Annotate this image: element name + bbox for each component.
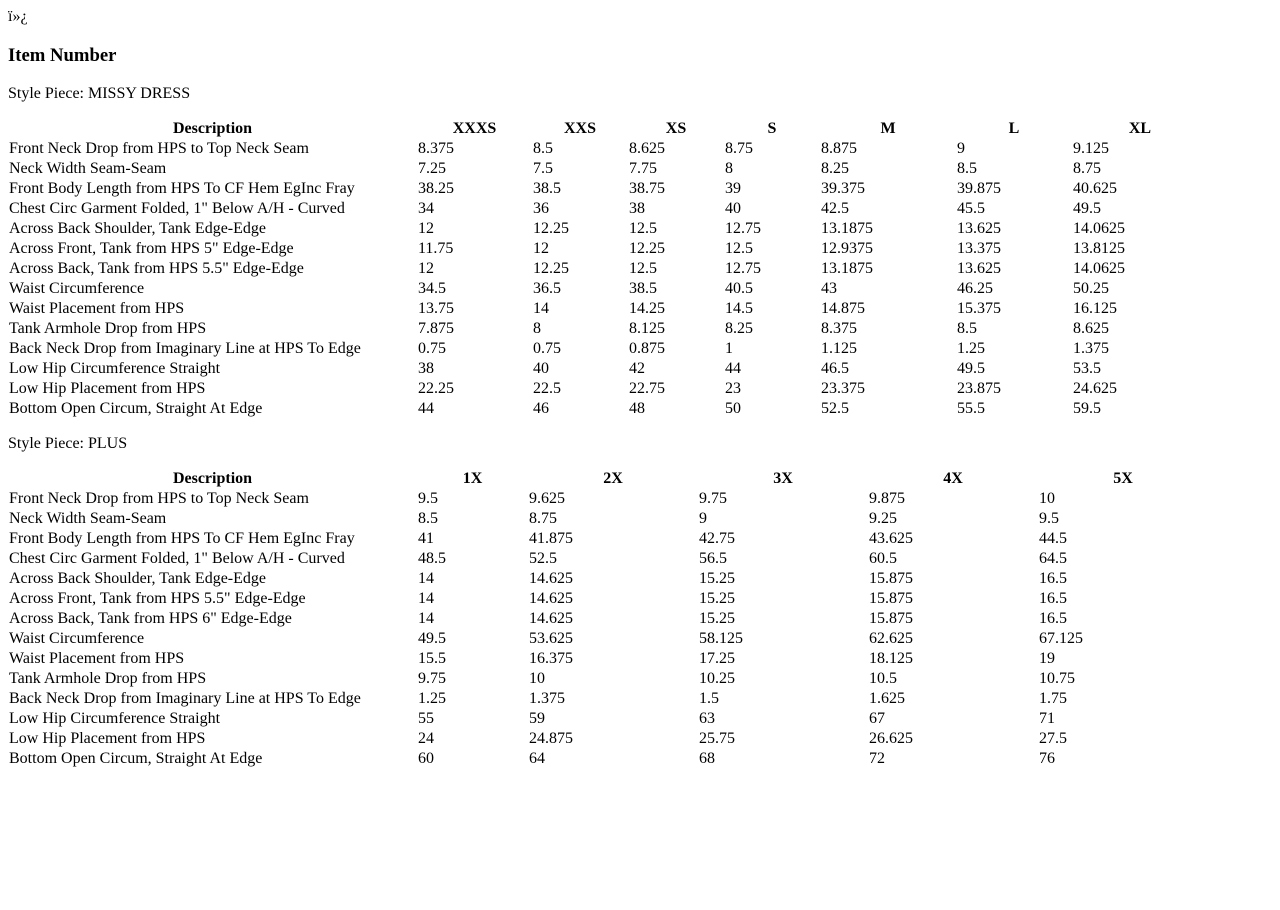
measurement-value: 12.5 [629,260,657,277]
table-row [8,219,1208,239]
measurement-value: 8.75 [529,510,557,527]
measurement-value: 9.75 [418,670,446,687]
measurement-value: 15.25 [699,590,735,607]
measurement-table-plus [8,469,1208,769]
measurement-value: 38.5 [533,180,561,197]
header-row [8,469,1208,489]
measurement-value: 8.25 [821,160,849,177]
measurement-value: 1 [725,340,733,357]
measurement-value: 50.25 [1073,280,1109,297]
column-header-size: XS [665,120,687,137]
measurement-value: 53.625 [529,630,573,647]
table-header [8,119,1208,139]
measurement-value: 39 [725,180,741,197]
style-piece-label-plus: Style Piece: PLUS [8,435,128,452]
table-row [8,239,1208,259]
measurement-value: 15.875 [869,570,913,587]
style-piece-label-missy: Style Piece: MISSY DRESS [8,85,191,102]
measurement-value: 14.625 [529,590,573,607]
column-header-description: Description [172,470,253,487]
measurement-description: Chest Circ Garment Folded, 1" Below A/H - Curved [9,550,345,567]
measurement-value: 12.25 [533,220,569,237]
measurement-value: 63 [699,710,715,727]
measurement-value: 10.5 [869,670,897,687]
measurement-value: 7.75 [629,160,657,177]
table-row [8,159,1208,179]
measurement-value: 9.5 [1039,510,1059,527]
measurement-description: Tank Armhole Drop from HPS [9,670,207,687]
measurement-value: 38.5 [629,280,657,297]
measurement-value: 64 [529,750,545,767]
measurement-value: 36 [533,200,549,217]
measurement-description: Back Neck Drop from Imaginary Line at HPS To Edge [9,340,361,357]
measurement-value: 67.125 [1039,630,1083,647]
measurement-value: 26.625 [869,730,913,747]
measurement-description: Front Neck Drop from HPS to Top Neck Seam [9,490,309,507]
measurement-value: 16.375 [529,650,573,667]
measurement-value: 14 [418,570,434,587]
table-row [8,589,1208,609]
measurement-value: 71 [1039,710,1055,727]
table-row [8,179,1208,199]
measurement-value: 14.0625 [1073,260,1125,277]
measurement-description: Front Neck Drop from HPS to Top Neck Seam [9,140,309,157]
table-row [8,399,1208,419]
table-row [8,529,1208,549]
measurement-description: Bottom Open Circum, Straight At Edge [9,750,263,767]
measurement-value: 40 [725,200,741,217]
measurement-value: 9.25 [869,510,897,527]
measurement-value: 16.5 [1039,590,1067,607]
measurement-value: 1.75 [1039,690,1067,707]
measurement-value: 17.25 [699,650,735,667]
measurement-value: 42.75 [699,530,735,547]
measurement-value: 62.625 [869,630,913,647]
measurement-value: 39.875 [957,180,1001,197]
measurement-value: 40.625 [1073,180,1117,197]
measurement-value: 1.125 [821,340,857,357]
measurement-table-missy [8,119,1208,419]
measurement-value: 22.75 [629,380,665,397]
measurement-value: 9.125 [1073,140,1109,157]
column-header-size: XL [1128,120,1152,137]
measurement-value: 38.75 [629,180,665,197]
measurement-value: 23.375 [821,380,865,397]
encoding-artifact-text: ï»¿ [8,8,28,25]
measurement-value: 12 [533,240,549,257]
measurement-value: 24.625 [1073,380,1117,397]
measurement-description: Waist Placement from HPS [9,650,185,667]
measurement-value: 8 [725,160,733,177]
column-header-size: XXXS [452,120,497,137]
measurement-value: 18.125 [869,650,913,667]
measurement-description: Waist Placement from HPS [9,300,185,317]
measurement-description: Neck Width Seam-Seam [9,160,167,177]
measurement-value: 12.25 [533,260,569,277]
table-row [8,199,1208,219]
measurement-value: 1.25 [418,690,446,707]
measurement-value: 14 [418,590,434,607]
measurement-description: Across Back Shoulder, Tank Edge-Edge [9,570,266,587]
measurement-value: 1.625 [869,690,905,707]
table-row [8,669,1208,689]
table-row [8,649,1208,669]
column-header-size: 4X [943,470,963,487]
measurement-value: 41.875 [529,530,573,547]
measurement-value: 8.5 [957,320,977,337]
measurement-value: 15.875 [869,610,913,627]
column-header-size: S [767,120,777,137]
measurement-value: 1.5 [699,690,719,707]
table-row [8,549,1208,569]
measurement-value: 14 [418,610,434,627]
measurement-description: Bottom Open Circum, Straight At Edge [9,400,263,417]
measurement-value: 45.5 [957,200,985,217]
measurement-value: 23.875 [957,380,1001,397]
measurement-value: 0.75 [418,340,446,357]
table-row [8,629,1208,649]
measurement-value: 68 [699,750,715,767]
measurement-value: 8.625 [629,140,665,157]
table-row [8,379,1208,399]
measurement-description: Back Neck Drop from Imaginary Line at HPS To Edge [9,690,361,707]
measurement-value: 9.5 [418,490,438,507]
measurement-value: 43 [821,280,837,297]
measurement-value: 49.5 [957,360,985,377]
measurement-value: 39.375 [821,180,865,197]
measurement-value: 0.75 [533,340,561,357]
measurement-description: Waist Circumference [9,630,145,647]
measurement-description: Tank Armhole Drop from HPS [9,320,207,337]
measurement-value: 55 [418,710,434,727]
measurement-value: 1.375 [1073,340,1109,357]
table-row [8,729,1208,749]
measurement-value: 16.125 [1073,300,1117,317]
measurement-value: 48.5 [418,550,446,567]
measurement-value: 50 [725,400,741,417]
table-header [8,469,1208,489]
measurement-value: 8.75 [725,140,753,157]
table-row [8,689,1208,709]
measurement-value: 58.125 [699,630,743,647]
measurement-value: 8.875 [821,140,857,157]
table-row [8,319,1208,339]
measurement-description: Low Hip Circumference Straight [9,710,221,727]
measurement-value: 8 [533,320,541,337]
measurement-description: Front Body Length from HPS To CF Hem EgInc Fray [9,180,355,197]
measurement-value: 56.5 [699,550,727,567]
table-row [8,709,1208,729]
table-row [8,489,1208,509]
measurement-value: 42 [629,360,645,377]
measurement-value: 1.25 [957,340,985,357]
measurement-value: 13.625 [957,260,1001,277]
measurement-value: 8.625 [1073,320,1109,337]
measurement-value: 11.75 [418,240,454,257]
measurement-value: 44.5 [1039,530,1067,547]
measurement-value: 67 [869,710,885,727]
measurement-value: 16.5 [1039,570,1067,587]
measurement-value: 15.25 [699,570,735,587]
column-header-size: M [880,120,896,137]
table-row [8,359,1208,379]
measurement-value: 22.25 [418,380,454,397]
measurement-value: 8.5 [533,140,553,157]
measurement-value: 76 [1039,750,1055,767]
table-row [8,749,1208,769]
measurement-description: Front Body Length from HPS To CF Hem EgInc Fray [9,530,355,547]
measurement-description: Neck Width Seam-Seam [9,510,167,527]
page-title: Item Number [8,45,117,66]
table-row [8,279,1208,299]
measurement-value: 8.25 [725,320,753,337]
column-header-size: 3X [773,470,793,487]
table-row [8,139,1208,159]
measurement-value: 12 [418,260,434,277]
measurement-value: 52.5 [821,400,849,417]
measurement-value: 14.625 [529,570,573,587]
measurement-value: 59 [529,710,545,727]
measurement-value: 42.5 [821,200,849,217]
measurement-value: 14 [533,300,549,317]
measurement-value: 12.5 [725,240,753,257]
measurement-value: 40 [533,360,549,377]
measurement-description: Across Front, Tank from HPS 5.5" Edge-Edge [9,590,306,607]
table-row [8,259,1208,279]
measurement-value: 36.5 [533,280,561,297]
measurement-value: 7.875 [418,320,454,337]
measurement-value: 52.5 [529,550,557,567]
measurement-value: 46.5 [821,360,849,377]
measurement-value: 10.75 [1039,670,1075,687]
measurement-value: 41 [418,530,434,547]
table-body [8,489,1208,769]
measurement-description: Low Hip Placement from HPS [9,730,206,747]
measurement-value: 12 [418,220,434,237]
measurement-value: 7.25 [418,160,446,177]
measurement-value: 43.625 [869,530,913,547]
measurement-value: 13.375 [957,240,1001,257]
measurement-value: 49.5 [418,630,446,647]
measurement-description: Across Back, Tank from HPS 5.5" Edge-Edge [9,260,304,277]
column-header-size: XXS [563,120,596,137]
measurement-value: 9.875 [869,490,905,507]
measurement-value: 34 [418,200,434,217]
measurement-value: 10.25 [699,670,735,687]
measurement-value: 10 [1039,490,1055,507]
measurement-value: 8.375 [418,140,454,157]
column-header-size: 2X [603,470,623,487]
measurement-value: 19 [1039,650,1055,667]
measurement-value: 14.25 [629,300,665,317]
measurement-value: 14.625 [529,610,573,627]
measurement-value: 59.5 [1073,400,1101,417]
measurement-value: 15.5 [418,650,446,667]
measurement-value: 12.5 [629,220,657,237]
measurement-description: Across Back Shoulder, Tank Edge-Edge [9,220,266,237]
measurement-value: 12.25 [629,240,665,257]
measurement-value: 27.5 [1039,730,1067,747]
measurement-value: 40.5 [725,280,753,297]
measurement-value: 46.25 [957,280,993,297]
measurement-value: 13.1875 [821,260,873,277]
measurement-value: 16.5 [1039,610,1067,627]
measurement-value: 13.75 [418,300,454,317]
measurement-value: 9.75 [699,490,727,507]
measurement-value: 49.5 [1073,200,1101,217]
measurement-description: Across Back, Tank from HPS 6" Edge-Edge [9,610,292,627]
measurement-value: 14.0625 [1073,220,1125,237]
measurement-value: 72 [869,750,885,767]
measurement-value: 38.25 [418,180,454,197]
measurement-value: 12.9375 [821,240,873,257]
measurement-value: 38 [629,200,645,217]
measurement-value: 38 [418,360,434,377]
measurement-value: 9 [699,510,707,527]
measurement-value: 1.375 [529,690,565,707]
measurement-value: 14.875 [821,300,865,317]
column-header-description: Description [172,120,253,137]
measurement-description: Chest Circ Garment Folded, 1" Below A/H - Curved [9,200,345,217]
measurement-value: 8.5 [957,160,977,177]
measurement-description: Across Front, Tank from HPS 5" Edge-Edge [9,240,294,257]
measurement-value: 53.5 [1073,360,1101,377]
measurement-value: 23 [725,380,741,397]
measurement-value: 9.625 [529,490,565,507]
table-row [8,339,1208,359]
measurement-value: 15.375 [957,300,1001,317]
measurement-value: 8.125 [629,320,665,337]
measurement-description: Low Hip Placement from HPS [9,380,206,397]
measurement-value: 48 [629,400,645,417]
measurement-value: 15.875 [869,590,913,607]
measurement-description: Low Hip Circumference Straight [9,360,221,377]
measurement-value: 12.75 [725,260,761,277]
table-row [8,569,1208,589]
measurement-value: 0.875 [629,340,665,357]
measurement-value: 24 [418,730,434,747]
measurement-value: 14.5 [725,300,753,317]
measurement-value: 8.5 [418,510,438,527]
measurement-value: 64.5 [1039,550,1067,567]
measurement-value: 13.8125 [1073,240,1125,257]
measurement-value: 24.875 [529,730,573,747]
measurement-value: 13.625 [957,220,1001,237]
measurement-value: 60 [418,750,434,767]
measurement-value: 15.25 [699,610,735,627]
measurement-value: 13.1875 [821,220,873,237]
table-row [8,299,1208,319]
column-header-size: 5X [1113,470,1133,487]
measurement-value: 10 [529,670,545,687]
measurement-value: 34.5 [418,280,446,297]
measurement-value: 44 [418,400,434,417]
measurement-value: 8.75 [1073,160,1101,177]
measurement-value: 44 [725,360,741,377]
measurement-value: 8.375 [821,320,857,337]
column-header-size: L [1008,120,1020,137]
measurement-value: 46 [533,400,549,417]
measurement-value: 9 [957,140,965,157]
column-header-size: 1X [462,470,483,487]
table-body [8,139,1208,419]
measurement-value: 12.75 [725,220,761,237]
measurement-value: 7.5 [533,160,553,177]
header-row [8,119,1208,139]
measurement-value: 25.75 [699,730,735,747]
measurement-value: 55.5 [957,400,985,417]
table-row [8,609,1208,629]
table-row [8,509,1208,529]
measurement-value: 22.5 [533,380,561,397]
measurement-value: 60.5 [869,550,897,567]
measurement-description: Waist Circumference [9,280,145,297]
